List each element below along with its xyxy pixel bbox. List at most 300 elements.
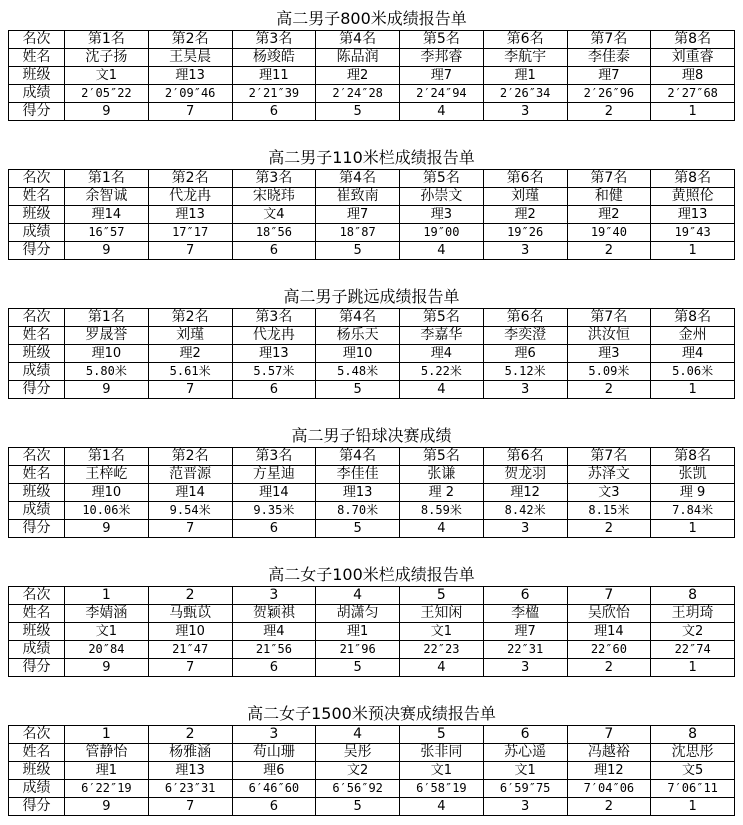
table-cell: 孙崇文 (400, 188, 484, 206)
row-label: 班级 (9, 67, 65, 85)
table-cell: 6 (232, 659, 316, 677)
table-cell: 19″43 (651, 224, 735, 242)
table-cell: 第5名 (400, 448, 484, 466)
table-cell: 3 (232, 587, 316, 605)
table-cell: 范晋源 (148, 466, 232, 484)
table-cell: 马甄苡 (148, 605, 232, 623)
score-row (9, 520, 735, 538)
row-label: 成绩 (9, 85, 65, 103)
table-cell: 理4 (232, 623, 316, 641)
table-cell: 罗晟誉 (65, 327, 149, 345)
table-cell: 6 (232, 520, 316, 538)
class-row (9, 206, 735, 224)
table-cell: 4 (400, 381, 484, 399)
row-label: 姓名 (9, 327, 65, 345)
row-label: 名次 (9, 587, 65, 605)
table-cell: 1 (651, 798, 735, 816)
table-cell: 王昊晨 (148, 49, 232, 67)
table-cell: 6′23″31 (148, 780, 232, 798)
table-cell: 6 (483, 587, 567, 605)
table-cell: 冯越裕 (567, 744, 651, 762)
table-cell: 理3 (400, 206, 484, 224)
table-cell: 李佳佳 (316, 466, 400, 484)
table-cell: 9 (65, 381, 149, 399)
score-row (9, 659, 735, 677)
table-cell: 18″87 (316, 224, 400, 242)
row-label: 班级 (9, 484, 65, 502)
table-cell: 8.42米 (483, 502, 567, 520)
table-cell: 和健 (567, 188, 651, 206)
rank-row (9, 309, 735, 327)
table-cell: 贺颖祺 (232, 605, 316, 623)
table-cell: 第8名 (651, 448, 735, 466)
table-cell: 6 (232, 103, 316, 121)
table-cell: 理13 (232, 345, 316, 363)
table-cell: 4 (400, 242, 484, 260)
table-cell: 6′58″19 (400, 780, 484, 798)
table-cell: 第2名 (148, 309, 232, 327)
table-cell: 22″60 (567, 641, 651, 659)
row-label: 班级 (9, 206, 65, 224)
table-cell: 陈品润 (316, 49, 400, 67)
table-cell: 第6名 (483, 448, 567, 466)
table-cell: 洪汝恒 (567, 327, 651, 345)
table-cell: 8.70米 (316, 502, 400, 520)
table-cell: 4 (400, 520, 484, 538)
table-cell: 4 (400, 798, 484, 816)
table-cell: 李奕澄 (483, 327, 567, 345)
table-cell: 3 (483, 103, 567, 121)
table-cell: 张谦 (400, 466, 484, 484)
rank-row (9, 31, 735, 49)
table-cell: 第1名 (65, 31, 149, 49)
row-label: 成绩 (9, 502, 65, 520)
table-cell: 3 (483, 381, 567, 399)
row-label: 姓名 (9, 49, 65, 67)
table-cell: 4 (316, 726, 400, 744)
result-row (9, 502, 735, 520)
table-cell: 崔致南 (316, 188, 400, 206)
table-cell: 理2 (316, 67, 400, 85)
report-title: 高二男子跳远成绩报告单 (283, 287, 460, 306)
table-cell: 2 (567, 381, 651, 399)
table-cell: 5 (316, 520, 400, 538)
table-cell: 1 (651, 381, 735, 399)
row-label: 成绩 (9, 224, 65, 242)
table-cell: 黄照伦 (651, 188, 735, 206)
result-row (9, 224, 735, 242)
table-cell: 6 (232, 381, 316, 399)
report-table (8, 586, 735, 677)
report-section (8, 147, 735, 260)
table-cell: 理1 (316, 623, 400, 641)
table-cell: 文1 (400, 623, 484, 641)
table-cell: 文3 (567, 484, 651, 502)
table-cell: 文1 (65, 67, 149, 85)
table-cell: 苏心遥 (483, 744, 567, 762)
table-cell: 理11 (232, 67, 316, 85)
table-cell: 6 (232, 242, 316, 260)
class-row (9, 67, 735, 85)
row-label: 名次 (9, 170, 65, 188)
table-cell: 苟山珊 (232, 744, 316, 762)
table-cell: 管静怡 (65, 744, 149, 762)
table-cell: 第5名 (400, 309, 484, 327)
table-cell: 2′05″22 (65, 85, 149, 103)
table-cell: 沈子扬 (65, 49, 149, 67)
table-cell: 1 (651, 520, 735, 538)
table-cell: 胡潇匀 (316, 605, 400, 623)
table-cell: 王梓屹 (65, 466, 149, 484)
class-row (9, 484, 735, 502)
rank-row (9, 587, 735, 605)
table-cell: 2 (567, 659, 651, 677)
table-cell: 7 (567, 587, 651, 605)
result-row (9, 85, 735, 103)
table-cell: 2 (567, 103, 651, 121)
table-cell: 第6名 (483, 309, 567, 327)
table-cell: 李婧涵 (65, 605, 149, 623)
table-cell: 5.48米 (316, 363, 400, 381)
table-cell: 7 (148, 659, 232, 677)
table-cell: 8.59米 (400, 502, 484, 520)
table-cell: 3 (483, 242, 567, 260)
table-cell: 理12 (567, 762, 651, 780)
table-cell: 理4 (400, 345, 484, 363)
table-cell: 理14 (148, 484, 232, 502)
table-cell: 理13 (148, 67, 232, 85)
table-cell: 第5名 (400, 170, 484, 188)
table-cell: 4 (400, 659, 484, 677)
table-cell: 贺龙羽 (483, 466, 567, 484)
table-cell: 2′27″68 (651, 85, 735, 103)
table-cell: 5 (316, 659, 400, 677)
table-cell: 2′24″28 (316, 85, 400, 103)
table-cell: 19″00 (400, 224, 484, 242)
table-cell: 文1 (483, 762, 567, 780)
result-row (9, 363, 735, 381)
table-cell: 第8名 (651, 170, 735, 188)
row-label: 姓名 (9, 466, 65, 484)
row-label: 班级 (9, 345, 65, 363)
table-cell: 第7名 (567, 309, 651, 327)
table-cell: 2 (567, 242, 651, 260)
report-table (8, 447, 735, 538)
table-cell: 杨雅涵 (148, 744, 232, 762)
report-section (8, 564, 735, 677)
table-cell: 第7名 (567, 448, 651, 466)
table-cell: 李楹 (483, 605, 567, 623)
table-cell: 第1名 (65, 309, 149, 327)
table-cell: 余智诚 (65, 188, 149, 206)
table-cell: 方星迪 (232, 466, 316, 484)
table-cell: 理7 (567, 67, 651, 85)
table-cell: 文1 (65, 623, 149, 641)
table-cell: 3 (483, 798, 567, 816)
table-cell: 文5 (651, 762, 735, 780)
table-cell: 文2 (651, 623, 735, 641)
row-label: 班级 (9, 623, 65, 641)
table-cell: 王知闲 (400, 605, 484, 623)
table-cell: 第8名 (651, 31, 735, 49)
table-cell: 19″26 (483, 224, 567, 242)
table-cell: 6′46″60 (232, 780, 316, 798)
table-cell: 文4 (232, 206, 316, 224)
table-cell: 2′26″96 (567, 85, 651, 103)
table-cell: 张凯 (651, 466, 735, 484)
table-cell: 理8 (651, 67, 735, 85)
table-cell: 1 (65, 726, 149, 744)
row-label: 得分 (9, 659, 65, 677)
row-label: 姓名 (9, 188, 65, 206)
table-cell: 理10 (65, 484, 149, 502)
table-cell: 第2名 (148, 31, 232, 49)
table-cell: 7 (148, 798, 232, 816)
table-cell: 文1 (400, 762, 484, 780)
table-cell: 理 9 (651, 484, 735, 502)
table-cell: 18″56 (232, 224, 316, 242)
table-cell: 理1 (483, 67, 567, 85)
table-cell: 李邦睿 (400, 49, 484, 67)
table-cell: 4 (316, 587, 400, 605)
table-cell: 理2 (567, 206, 651, 224)
table-cell: 李航宇 (483, 49, 567, 67)
table-cell: 第7名 (567, 31, 651, 49)
table-cell: 2′21″39 (232, 85, 316, 103)
table-cell: 2′09″46 (148, 85, 232, 103)
table-cell: 第4名 (316, 309, 400, 327)
table-cell: 2′24″94 (400, 85, 484, 103)
table-cell: 理4 (651, 345, 735, 363)
table-cell: 张非同 (400, 744, 484, 762)
table-cell: 1 (651, 103, 735, 121)
report-table (8, 169, 735, 260)
name-row (9, 327, 735, 345)
table-cell: 3 (483, 659, 567, 677)
table-cell: 宋晓玮 (232, 188, 316, 206)
table-cell: 5 (400, 587, 484, 605)
table-cell: 7.84米 (651, 502, 735, 520)
table-cell: 苏泽文 (567, 466, 651, 484)
table-cell: 理2 (483, 206, 567, 224)
table-cell: 理13 (651, 206, 735, 224)
table-cell: 理1 (65, 762, 149, 780)
table-cell: 王玥琦 (651, 605, 735, 623)
report-section (8, 8, 735, 121)
table-cell: 22″74 (651, 641, 735, 659)
table-cell: 5.09米 (567, 363, 651, 381)
table-cell: 9 (65, 242, 149, 260)
table-cell: 理14 (65, 206, 149, 224)
row-label: 得分 (9, 103, 65, 121)
table-cell: 理10 (316, 345, 400, 363)
table-cell: 第3名 (232, 309, 316, 327)
table-cell: 第3名 (232, 170, 316, 188)
table-cell: 2 (567, 798, 651, 816)
table-cell: 8 (651, 726, 735, 744)
table-cell: 李佳泰 (567, 49, 651, 67)
table-cell: 9.54米 (148, 502, 232, 520)
table-cell: 第4名 (316, 448, 400, 466)
report-section (8, 425, 735, 538)
table-cell: 6′22″19 (65, 780, 149, 798)
table-cell: 8.15米 (567, 502, 651, 520)
row-label: 班级 (9, 762, 65, 780)
report-title: 高二男子铅球决赛成绩 (291, 426, 452, 445)
table-cell: 19″40 (567, 224, 651, 242)
table-cell: 9.35米 (232, 502, 316, 520)
table-cell: 16″57 (65, 224, 149, 242)
table-cell: 5.22米 (400, 363, 484, 381)
table-cell: 5 (316, 242, 400, 260)
report-section (8, 703, 735, 816)
report-title: 高二男子800米成绩报告单 (276, 9, 467, 28)
table-cell: 第5名 (400, 31, 484, 49)
row-label: 得分 (9, 798, 65, 816)
report-table (8, 30, 735, 121)
table-cell: 9 (65, 659, 149, 677)
table-cell: 文2 (316, 762, 400, 780)
table-cell: 7 (148, 520, 232, 538)
table-cell: 理2 (148, 345, 232, 363)
table-cell: 第4名 (316, 31, 400, 49)
table-cell: 7 (148, 242, 232, 260)
table-cell: 5.57米 (232, 363, 316, 381)
report-title: 高二男子110米栏成绩报告单 (268, 148, 475, 167)
table-cell: 8 (651, 587, 735, 605)
result-row (9, 641, 735, 659)
table-cell: 第4名 (316, 170, 400, 188)
table-cell: 1 (651, 659, 735, 677)
row-label: 名次 (9, 726, 65, 744)
table-cell: 7′06″11 (651, 780, 735, 798)
table-cell: 理6 (232, 762, 316, 780)
table-cell: 代龙冉 (232, 327, 316, 345)
rank-row (9, 170, 735, 188)
table-cell: 理12 (483, 484, 567, 502)
table-cell: 第3名 (232, 31, 316, 49)
score-row (9, 798, 735, 816)
table-cell: 7′04″06 (567, 780, 651, 798)
row-label: 成绩 (9, 363, 65, 381)
score-row (9, 381, 735, 399)
table-cell: 第1名 (65, 448, 149, 466)
table-cell: 20″84 (65, 641, 149, 659)
report-section (8, 286, 735, 399)
table-cell: 21″56 (232, 641, 316, 659)
table-cell: 2′26″34 (483, 85, 567, 103)
table-cell: 5.06米 (651, 363, 735, 381)
table-cell: 6′59″75 (483, 780, 567, 798)
table-cell: 9 (65, 520, 149, 538)
table-cell: 李嘉华 (400, 327, 484, 345)
table-cell: 2 (567, 520, 651, 538)
class-row (9, 623, 735, 641)
score-row (9, 242, 735, 260)
table-cell: 21″96 (316, 641, 400, 659)
table-cell: 22″23 (400, 641, 484, 659)
table-cell: 吴欣怡 (567, 605, 651, 623)
table-cell: 1 (65, 587, 149, 605)
table-cell: 第2名 (148, 448, 232, 466)
table-cell: 9 (65, 103, 149, 121)
table-cell: 5.61米 (148, 363, 232, 381)
table-cell: 3 (232, 726, 316, 744)
table-cell: 第6名 (483, 170, 567, 188)
name-row (9, 188, 735, 206)
row-label: 名次 (9, 309, 65, 327)
table-cell: 第8名 (651, 309, 735, 327)
table-cell: 理14 (567, 623, 651, 641)
table-cell: 第3名 (232, 448, 316, 466)
name-row (9, 605, 735, 623)
table-cell: 沈思彤 (651, 744, 735, 762)
table-cell: 刘瑾 (483, 188, 567, 206)
table-cell: 2 (148, 726, 232, 744)
table-cell: 理13 (316, 484, 400, 502)
table-cell: 6′56″92 (316, 780, 400, 798)
report-table (8, 725, 735, 816)
class-row (9, 345, 735, 363)
name-row (9, 49, 735, 67)
table-cell: 第6名 (483, 31, 567, 49)
table-cell: 7 (148, 381, 232, 399)
table-cell: 理6 (483, 345, 567, 363)
row-label: 成绩 (9, 641, 65, 659)
table-cell: 杨竣皓 (232, 49, 316, 67)
name-row (9, 744, 735, 762)
row-label: 得分 (9, 242, 65, 260)
table-cell: 第1名 (65, 170, 149, 188)
table-cell: 刘瑾 (148, 327, 232, 345)
table-cell: 第7名 (567, 170, 651, 188)
row-label: 得分 (9, 381, 65, 399)
table-cell: 理7 (400, 67, 484, 85)
table-cell: 理13 (148, 762, 232, 780)
table-cell: 1 (651, 242, 735, 260)
table-cell: 6 (232, 798, 316, 816)
row-label: 名次 (9, 448, 65, 466)
table-cell: 5 (400, 726, 484, 744)
table-cell: 理7 (316, 206, 400, 224)
table-cell: 理7 (483, 623, 567, 641)
table-cell: 理3 (567, 345, 651, 363)
table-cell: 理13 (148, 206, 232, 224)
table-cell: 金州 (651, 327, 735, 345)
row-label: 姓名 (9, 605, 65, 623)
table-cell: 22″31 (483, 641, 567, 659)
rank-row (9, 448, 735, 466)
table-cell: 理10 (148, 623, 232, 641)
table-cell: 21″47 (148, 641, 232, 659)
table-cell: 杨乐天 (316, 327, 400, 345)
table-cell: 2 (148, 587, 232, 605)
row-label: 名次 (9, 31, 65, 49)
table-cell: 6 (483, 726, 567, 744)
rank-row (9, 726, 735, 744)
table-cell: 7 (567, 726, 651, 744)
table-cell: 代龙冉 (148, 188, 232, 206)
report-table (8, 308, 735, 399)
table-cell: 理10 (65, 345, 149, 363)
table-cell: 5.12米 (483, 363, 567, 381)
table-cell: 吴彤 (316, 744, 400, 762)
table-cell: 5.80米 (65, 363, 149, 381)
table-cell: 5 (316, 381, 400, 399)
row-label: 成绩 (9, 780, 65, 798)
table-cell: 第2名 (148, 170, 232, 188)
report-title: 高二女子1500米预决赛成绩报告单 (247, 704, 496, 723)
